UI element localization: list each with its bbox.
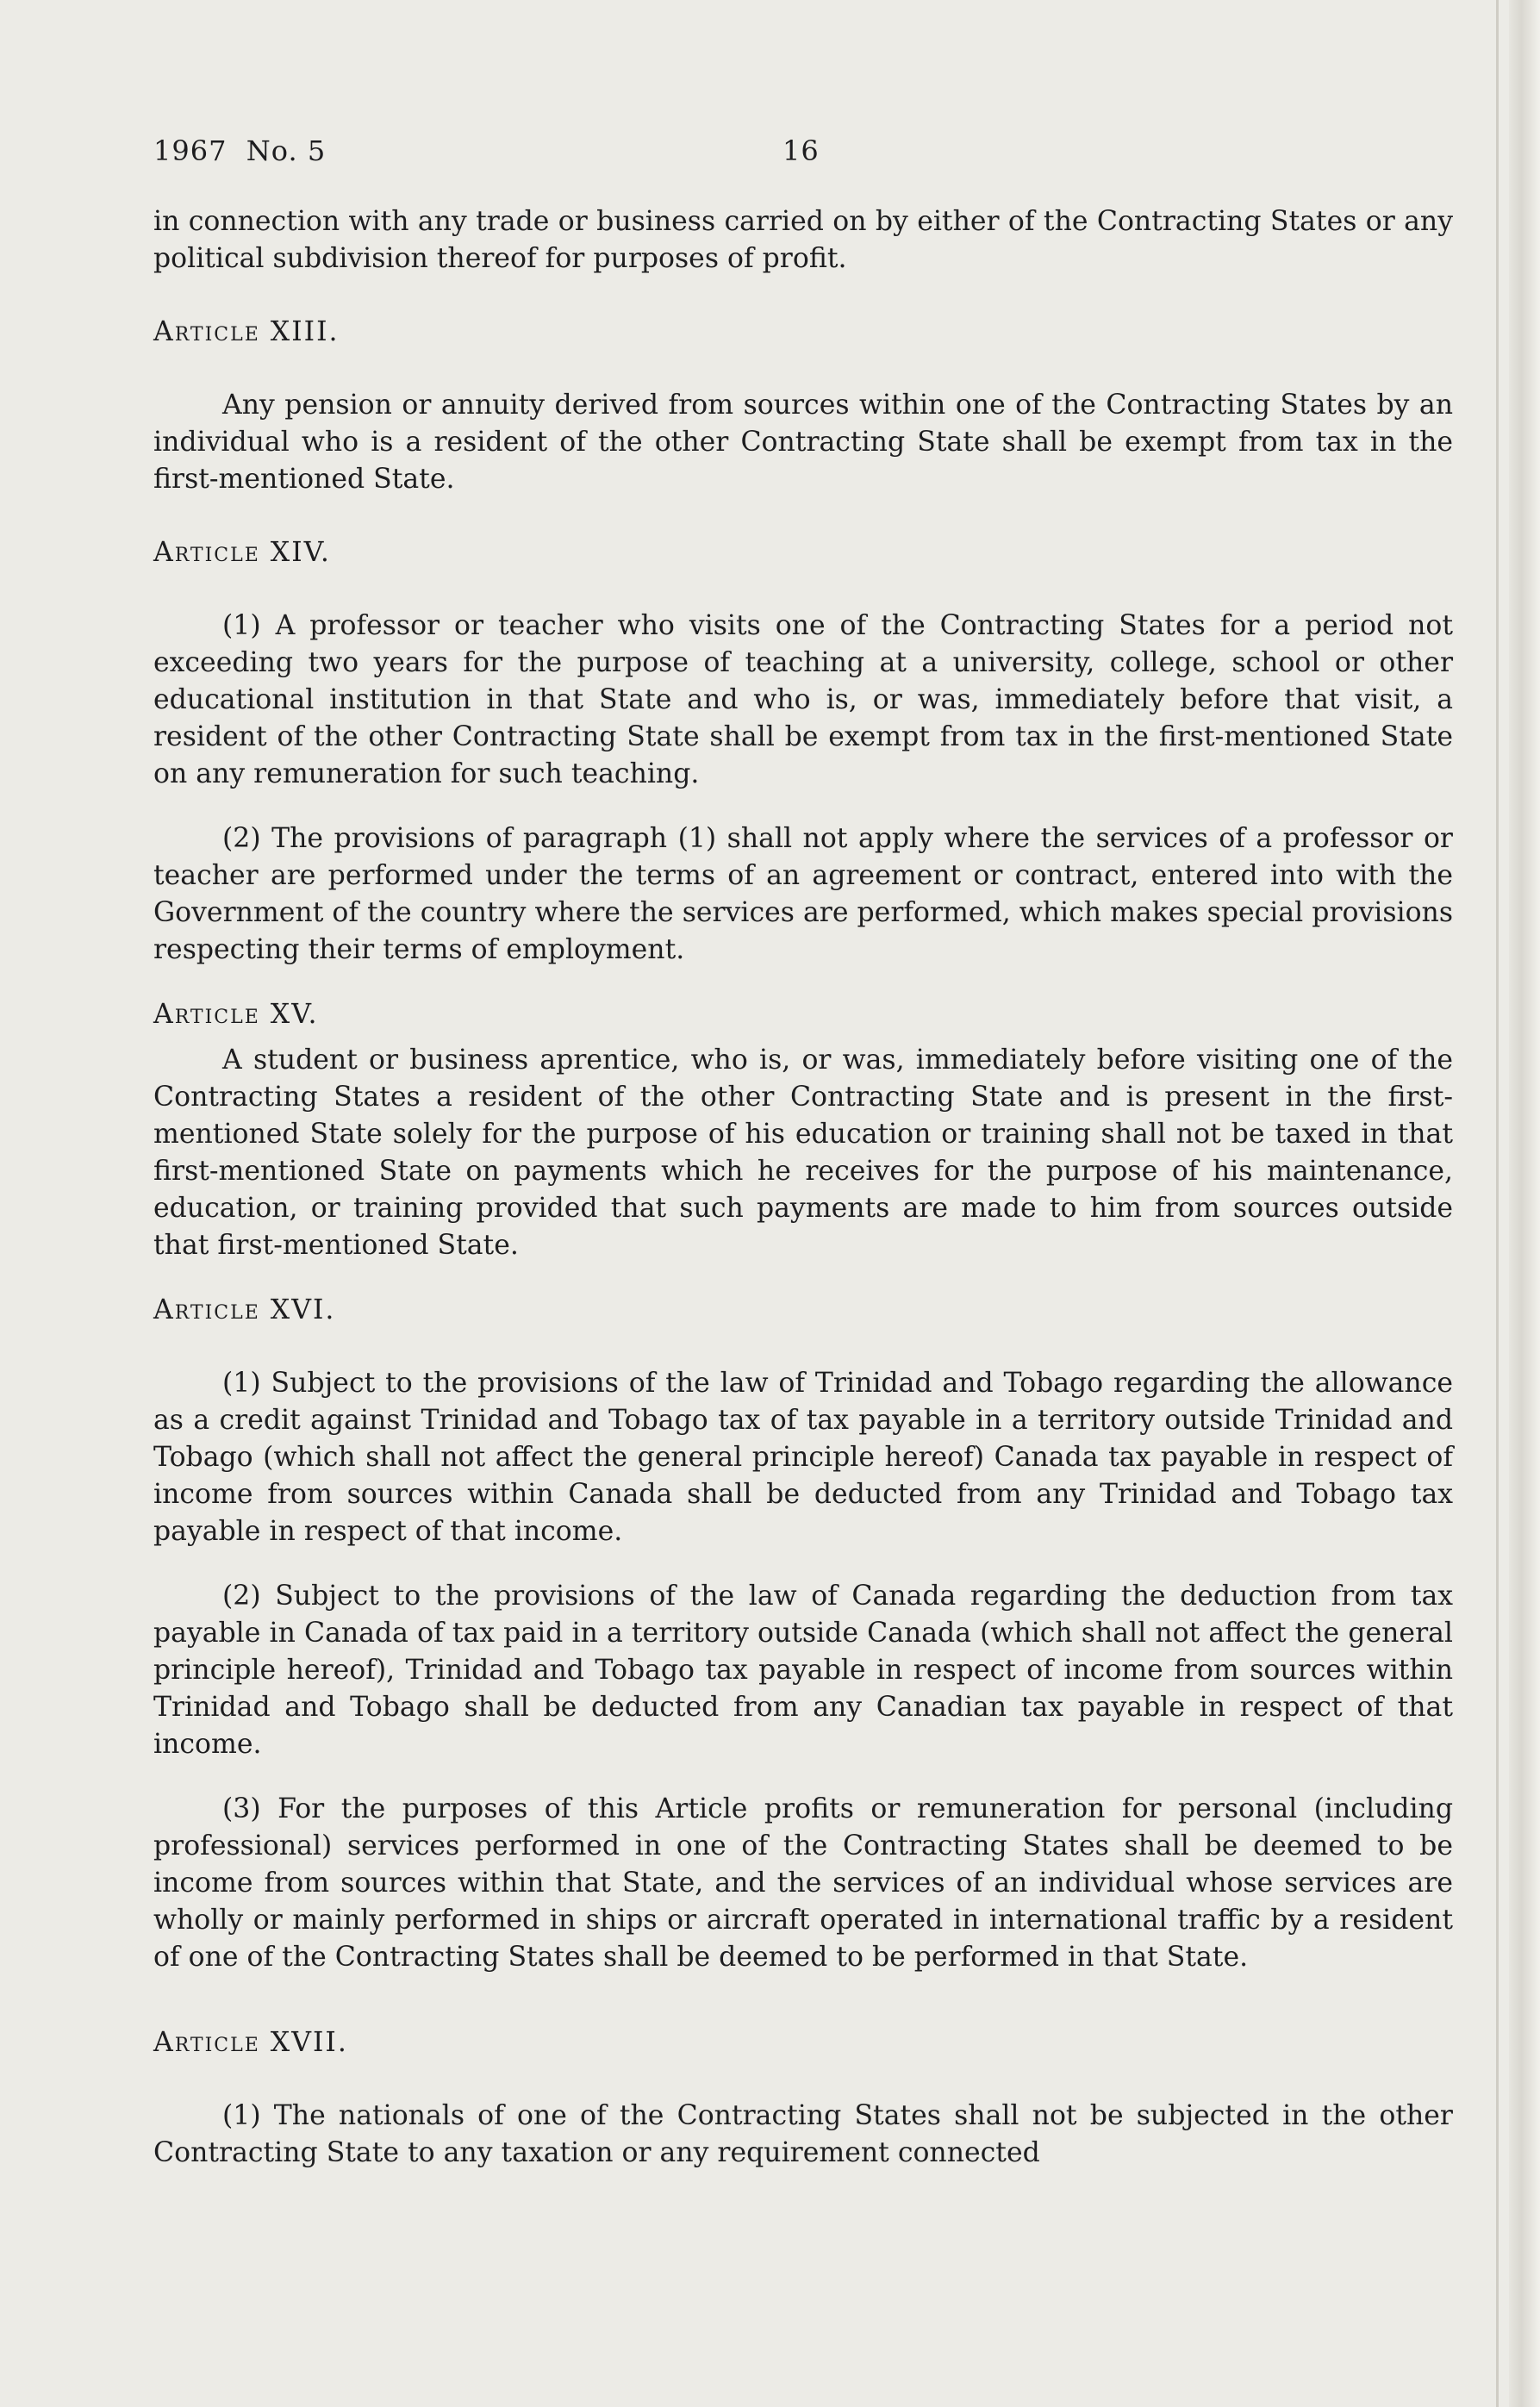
page-gutter-shadow	[1509, 0, 1540, 2407]
year-and-number: 1967 No. 5	[153, 134, 327, 167]
article-14-heading: Article XIV.	[153, 537, 331, 568]
article-16-paragraph-1: (1) Subject to the provisions of the law of Trinidad and Tobago regarding the allowance as a credit against Trinidad and Tobago tax of tax payable in a territory outside Trinidad and Tobago (which shall not affect the general principle hereof) Canada tax payable in respect of income from sources within Canada shall be deducted from any Trinidad and Tobago tax payable in respect of that income.	[153, 1368, 1453, 1547]
article-13-paragraph-1: Any pension or annuity derived from sources within one of the Contracting States by an individual who is a resident of the other Contracting State shall be exempt from tax in the first-mentioned State.	[153, 390, 1453, 495]
article-16-heading: Article XVI.	[153, 1294, 336, 1325]
article-16-paragraph-3: (3) For the purposes of this Article profits or remuneration for personal (including professional) services performed in one of the Contracting States shall be deemed to be income from sources within that State, and the services of an individual whose services are wholly or mainly performed in ships or aircraft operated in international traffic by a resident of one of the Contracting States shall be deemed to be performed in that State.	[153, 1793, 1453, 1973]
document-body	[153, 203, 1453, 2172]
article-14-paragraph-2: (2) The provisions of paragraph (1) shall not apply where the services of a professor or teacher are performed under the terms of an agreement or contract, entered into with the Government of the country where the services are performed, which makes special provisions respecting their terms of employment.	[153, 823, 1453, 965]
article-16-paragraph-2: (2) Subject to the provisions of the law of Canada regarding the deduction from tax payable in Canada of tax paid in a territory outside Canada (which shall not affect the general principle hereof), Trinidad and Tobago tax payable in respect of income from sources within Trinidad and Tobago shall be deducted from any Canadian tax payable in respect of that income.	[153, 1581, 1453, 1760]
article-15-heading: Article XV.	[153, 999, 319, 1030]
page-edge-line	[1496, 0, 1499, 2407]
article-13-heading: Article XIII.	[153, 316, 340, 347]
article-17-paragraph-1: (1) The nationals of one of the Contracting States shall not be subjected in the other Contracting State to any taxation or any requirement connected	[153, 2100, 1453, 2168]
intro-paragraph: in connection with any trade or business carried on by either of the Contracting States or any political subdivision thereof for purposes of profit.	[153, 206, 1453, 274]
article-14-paragraph-1: (1) A professor or teacher who visits one of the Contracting States for a period not exceeding two years for the purpose of teaching at a university, college, school or other educational institution in that State and who is, or was, immediately before that visit, a resident of the other Contracting State shall be exempt from tax in the first-mentioned State on any remuneration for such teaching.	[153, 610, 1453, 789]
article-15-paragraph-1: A student or business aprentice, who is, or was, immediately before visiting one of the Contracting States a resident of the other Contracting State and is present in the first-mentioned State solely for the purpose of his education or training shall not be taxed in that first-mentioned State on payments which he receives for the purpose of his maintenance, education, or training provided that such payments are made to him from sources outside that first-mentioned State.	[153, 1044, 1453, 1261]
page-header	[153, 134, 1455, 178]
article-17-heading: Article XVII.	[153, 2027, 348, 2058]
page-number: 16	[782, 134, 820, 167]
